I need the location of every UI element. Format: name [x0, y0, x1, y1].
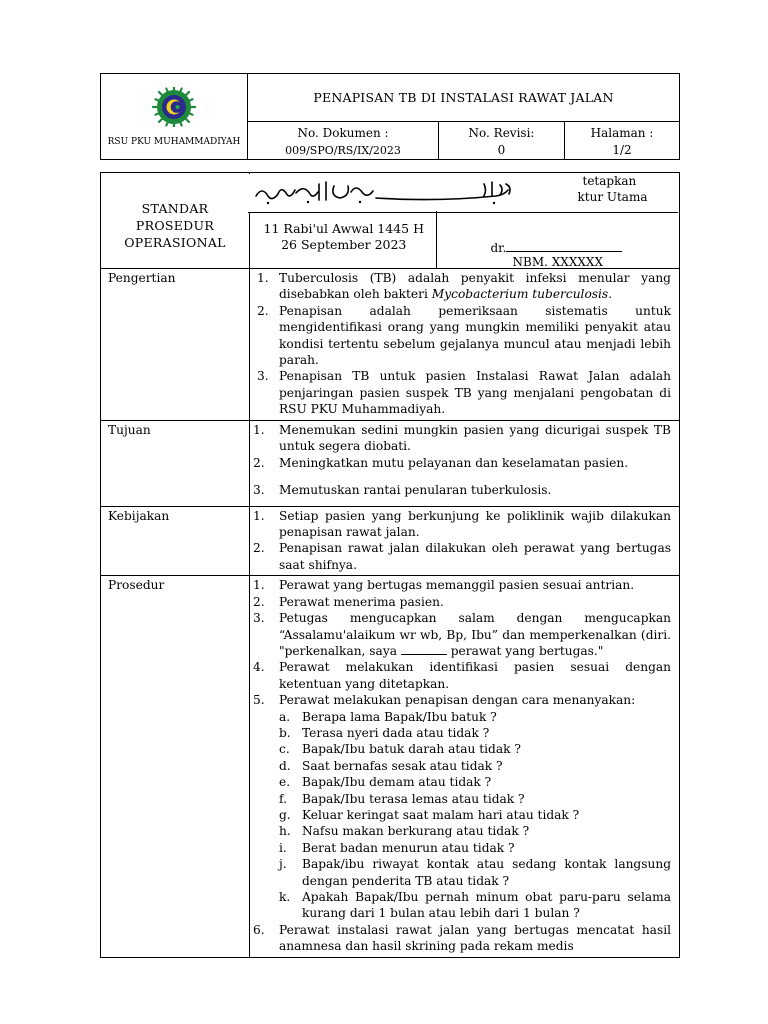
- question-text: Saat bernafas sesak atau tidak ?: [302, 758, 503, 773]
- item-number: 2.: [257, 303, 269, 318]
- section-content: [250, 506, 680, 576]
- question-text: Keluar keringat saat malam hari atau tidak ?: [302, 807, 580, 822]
- document-number-cell: [248, 122, 439, 160]
- sop-table: [100, 172, 680, 958]
- page-value: 1/2: [612, 143, 632, 157]
- list-item: [257, 368, 671, 417]
- question-text: Nafsu makan berkurang atau tidak ?: [302, 824, 530, 839]
- hospital-cell: [101, 74, 248, 160]
- section-label: Kebijakan: [101, 506, 250, 576]
- director-nbm: NBM. XXXXXX: [512, 255, 603, 269]
- question-letter: g.: [279, 807, 291, 822]
- section-label: Tujuan: [101, 420, 250, 506]
- vertical-divider: [436, 211, 437, 268]
- question-text: Terasa nyeri dada atau tidak ?: [302, 725, 490, 740]
- document-header: [100, 73, 680, 160]
- item-text: Memutuskan rantai penularan tuberkulosis.: [279, 482, 552, 497]
- section-row-prosedur: [101, 576, 680, 957]
- question-text: Bapak/ibu riwayat kontak atau sedang kontak langsung dengan penderita TB atau tidak ?: [302, 857, 671, 888]
- page-cell: [565, 122, 680, 160]
- list-item: [253, 455, 671, 471]
- item-text: Penapisan rawat jalan dilakukan oleh perawat yang bertugas saat shifnya.: [279, 541, 671, 572]
- sop-label: [101, 173, 250, 269]
- date-masehi: 26 September 2023: [281, 237, 407, 252]
- question-text: Berat badan menurun atau tidak ?: [302, 840, 515, 855]
- item-text: Perawat instalasi rawat jalan yang bertugas mencatat hasil anamnesa dan hasil skrining pada rekam medis: [279, 922, 671, 954]
- hospital-name: RSU PKU MUHAMMADIYAH: [107, 136, 241, 147]
- item-text: Perawat yang bertugas memanggil pasien sesuai antrian.: [279, 578, 635, 593]
- document-number-label: No. Dokumen :: [297, 126, 389, 140]
- question-text: Bapak/Ibu terasa lemas atau tidak ?: [302, 791, 525, 806]
- question-text: Bapak/Ibu batuk darah atau tidak ?: [302, 742, 521, 757]
- question-item: [279, 774, 671, 790]
- item-text: Penapisan TB untuk pasien Instalasi Rawat Jalan adalah penjaringan pasien suspek TB yang menjalani pengobatan di RSU PKU Muhammadiyah.: [279, 369, 671, 417]
- screening-questions: [279, 709, 671, 922]
- sop-label-line: OPERASIONAL: [124, 235, 226, 250]
- item-text: Petugas mengucapkan salam dengan mengucapkan “Assalamu'alaikum wr wb, Bp, Ibu” dan memperkenalkan (diri. "perkenalkan, saya: [279, 611, 671, 658]
- list-item: [253, 922, 671, 955]
- item-number: 1.: [257, 271, 269, 285]
- item-text-italic: Mycobacterium tuberculosis: [431, 287, 609, 302]
- item-number: 2.: [253, 456, 265, 471]
- question-item: [279, 791, 671, 807]
- item-text: Tuberculosis (TB) adalah penyakit infeksi menular yang disebabkan oleh bakteri: [279, 271, 671, 302]
- sop-header-row: [101, 173, 680, 269]
- list-item: [253, 659, 671, 692]
- section-content: [250, 576, 680, 957]
- question-letter: b.: [279, 725, 291, 740]
- question-item: [279, 889, 671, 922]
- section-row-tujuan: [101, 420, 680, 506]
- basmalah-calligraphy-icon: [248, 176, 520, 210]
- list-item: [257, 270, 671, 303]
- question-item: [279, 807, 671, 823]
- revision-value: 0: [497, 143, 506, 157]
- question-letter: d.: [279, 758, 291, 773]
- list-item: [253, 577, 671, 593]
- approval-cell: [438, 173, 680, 269]
- revision-cell: [439, 122, 565, 160]
- question-item: [279, 840, 671, 856]
- revision-label: No. Revisi:: [468, 126, 535, 140]
- question-text: Apakah Bapak/Ibu pernah minum obat paru-paru selama kurang dari 1 bulan atau lebih dari 1 bulan ?: [302, 890, 671, 921]
- section-content: [250, 420, 680, 506]
- item-number: 3.: [253, 482, 265, 497]
- approval-text-prefix: t: [582, 174, 588, 188]
- sop-label-line: STANDAR: [141, 201, 209, 216]
- list-item: [257, 303, 671, 369]
- item-text: Perawat melakukan penapisan dengan cara menanyakan:: [279, 693, 636, 708]
- question-item: [279, 823, 671, 839]
- question-letter: e.: [279, 775, 291, 790]
- list-item: [253, 540, 671, 573]
- section-row-kebijakan: [101, 506, 680, 576]
- approval-text-line1: etapkan: [587, 174, 637, 188]
- question-letter: j.: [279, 857, 287, 872]
- section-content: [250, 269, 680, 421]
- document-number-value: 009/SPO/RS/IX/2023: [285, 144, 401, 157]
- question-item: [279, 741, 671, 757]
- question-letter: a.: [279, 709, 291, 724]
- item-number: 3.: [253, 611, 265, 626]
- item-text: Penapisan adalah pemeriksaan sistematis untuk mengidentifikasi orang yang mungkin memiliki penyakit atau kondisi tertentu sebelum gejalanya muncul atau menjadi lebih parah.: [279, 303, 671, 368]
- item-text: perawat yang bertugas.": [446, 643, 604, 658]
- question-text: Berapa lama Bapak/Ibu batuk ?: [302, 709, 497, 724]
- item-number: 3.: [257, 369, 269, 384]
- question-item: [279, 709, 671, 725]
- item-text: .: [608, 287, 613, 302]
- name-blank-line: [401, 645, 447, 655]
- item-number: 2.: [253, 541, 265, 556]
- section-label: Prosedur: [101, 576, 250, 957]
- item-text: Menemukan sedini mungkin pasien yang dicurigai suspek TB untuk segera diobati.: [279, 422, 671, 454]
- list-item: [253, 594, 671, 610]
- muhammadiyah-logo-icon: [149, 87, 199, 127]
- question-item: [279, 725, 671, 741]
- list-item: [253, 482, 671, 498]
- question-letter: f.: [279, 791, 287, 806]
- approval-text-line2: ktur Utama: [577, 190, 648, 204]
- section-label: Pengertian: [101, 269, 250, 421]
- item-number: 6.: [253, 922, 265, 937]
- approval-header: [248, 174, 678, 213]
- item-number: 5.: [253, 693, 265, 708]
- item-number: 2.: [253, 594, 265, 609]
- sop-label-line: PROSEDUR: [135, 218, 215, 233]
- doctor-prefix: dr.: [490, 241, 507, 255]
- question-item: [279, 856, 671, 889]
- item-number: 1.: [253, 508, 265, 523]
- question-letter: i.: [279, 840, 287, 855]
- question-letter: c.: [279, 742, 290, 757]
- list-item: [253, 422, 671, 455]
- date-hijri: 11 Rabi'ul Awwal 1445 H: [263, 221, 424, 236]
- question-text: Bapak/Ibu demam atau tidak ?: [302, 775, 492, 790]
- section-row-pengertian: [101, 269, 680, 421]
- document-title: PENAPISAN TB DI INSTALASI RAWAT JALAN: [248, 74, 680, 122]
- item-text: Setiap pasien yang berkunjung ke poliklinik wajib dilakukan penapisan rawat jalan.: [279, 508, 671, 540]
- item-number: 1.: [253, 422, 265, 437]
- question-letter: k.: [279, 890, 291, 904]
- item-number: 1.: [253, 578, 265, 593]
- item-text: Meningkatkan mutu pelayanan dan keselamatan pasien.: [279, 456, 629, 471]
- page-label: Halaman :: [590, 126, 654, 140]
- list-item: [253, 508, 671, 541]
- signature-line: [506, 241, 622, 252]
- item-number: 4.: [253, 660, 265, 675]
- item-text: Perawat melakukan identifikasi pasien sesuai dengan ketentuan yang ditetapkan.: [279, 660, 671, 691]
- list-item: [253, 610, 671, 659]
- question-item: [279, 758, 671, 774]
- item-text: Perawat menerima pasien.: [279, 594, 444, 609]
- question-letter: h.: [279, 824, 291, 839]
- list-item: [253, 692, 671, 922]
